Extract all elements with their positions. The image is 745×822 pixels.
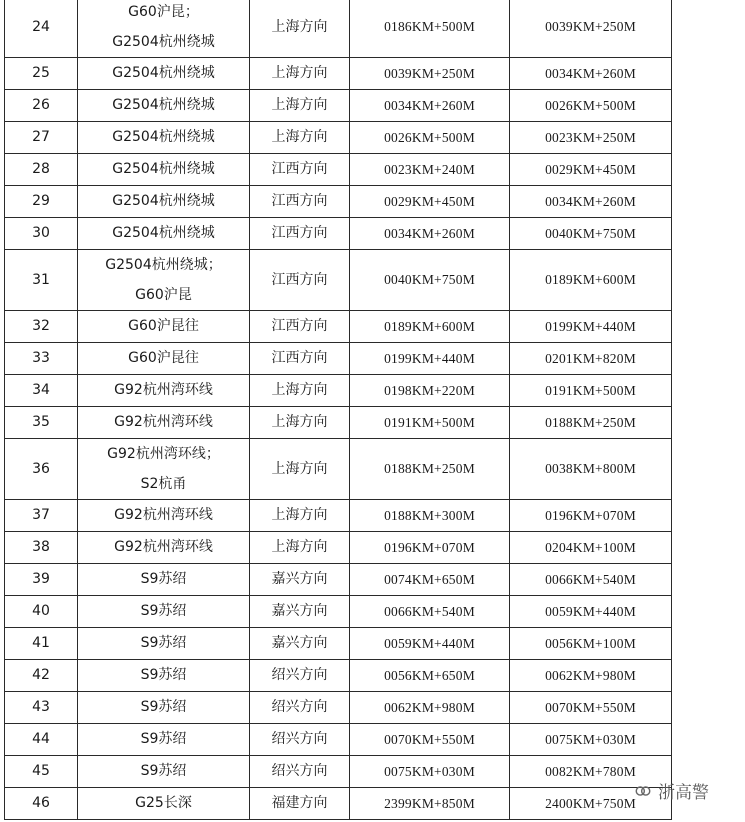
start-stake: 2399KM+850M [350,788,510,820]
road-name [78,311,250,343]
direction: 江西方向 [250,218,350,250]
end-stake: 0082KM+780M [510,756,672,788]
road-name-line: S2杭甬 [140,476,187,492]
direction: 嘉兴方向 [250,596,350,628]
row-number: 43 [5,692,78,724]
road-name-line: G60沪昆； [128,4,199,20]
road-name-line: G2504杭州绕城 [112,65,215,82]
road-name [78,0,250,58]
table-row [5,58,672,90]
direction: 上海方向 [250,0,350,58]
row-number: 29 [5,186,78,218]
start-stake: 0075KM+030M [350,756,510,788]
start-stake: 0188KM+250M [350,439,510,500]
direction: 上海方向 [250,90,350,122]
end-stake: 0075KM+030M [510,724,672,756]
end-stake: 0040KM+750M [510,218,672,250]
row-number: 37 [5,500,78,532]
road-name-line: G60沪昆往 [128,350,199,367]
row-number: 42 [5,660,78,692]
direction: 上海方向 [250,500,350,532]
row-number: 30 [5,218,78,250]
row-number: 36 [5,439,78,500]
road-name-line: G92杭州湾环线 [114,414,213,431]
road-name [78,375,250,407]
road-name-line: S9苏绍 [140,699,187,716]
row-number: 46 [5,788,78,820]
table-row [5,90,672,122]
road-name-line: S9苏绍 [140,763,187,780]
table-row [5,375,672,407]
row-number: 27 [5,122,78,154]
road-name [78,90,250,122]
direction: 嘉兴方向 [250,564,350,596]
start-stake: 0186KM+500M [350,0,510,58]
direction: 绍兴方向 [250,724,350,756]
table-row [5,311,672,343]
row-number: 32 [5,311,78,343]
direction: 江西方向 [250,343,350,375]
road-name-line: G2504杭州绕城 [112,97,215,114]
road-name-line: S9苏绍 [140,571,187,588]
row-number: 34 [5,375,78,407]
road-name [78,343,250,375]
road-name [78,186,250,218]
road-name-line: G25长深 [135,795,192,812]
row-number: 25 [5,58,78,90]
table-row [5,756,672,788]
start-stake: 0189KM+600M [350,311,510,343]
road-name [78,122,250,154]
road-name [78,564,250,596]
start-stake: 0199KM+440M [350,343,510,375]
watermark-text: 浙高警 [658,783,709,803]
end-stake: 0066KM+540M [510,564,672,596]
direction: 上海方向 [250,532,350,564]
end-stake: 0026KM+500M [510,90,672,122]
start-stake: 0074KM+650M [350,564,510,596]
road-name-line: G60沪昆往 [128,318,199,335]
direction: 上海方向 [250,407,350,439]
direction: 嘉兴方向 [250,628,350,660]
road-name-line: G92杭州湾环线 [114,382,213,399]
end-stake: 0196KM+070M [510,500,672,532]
road-name-line: G2504杭州绕城 [112,161,215,178]
road-name [78,628,250,660]
road-name-line: G92杭州湾环线 [114,539,213,556]
start-stake: 0034KM+260M [350,218,510,250]
direction: 上海方向 [250,58,350,90]
road-name-line: S9苏绍 [140,667,187,684]
end-stake: 0034KM+260M [510,58,672,90]
end-stake: 0038KM+800M [510,439,672,500]
table-row [5,564,672,596]
road-name-line: S9苏绍 [140,635,187,652]
direction: 江西方向 [250,311,350,343]
direction: 绍兴方向 [250,660,350,692]
road-name [78,756,250,788]
table-row [5,660,672,692]
start-stake: 0029KM+450M [350,186,510,218]
end-stake: 0189KM+600M [510,250,672,311]
road-name [78,596,250,628]
row-number: 38 [5,532,78,564]
end-stake: 0029KM+450M [510,154,672,186]
watermark [634,778,709,803]
start-stake: 0059KM+440M [350,628,510,660]
direction: 绍兴方向 [250,756,350,788]
road-name-line: G92杭州湾环线 [114,507,213,524]
road-name-line: G2504杭州绕城 [112,225,215,242]
end-stake: 0199KM+440M [510,311,672,343]
direction: 上海方向 [250,375,350,407]
road-name [78,724,250,756]
direction: 绍兴方向 [250,692,350,724]
road-name [78,58,250,90]
end-stake: 0023KM+250M [510,122,672,154]
start-stake: 0026KM+500M [350,122,510,154]
direction: 江西方向 [250,250,350,311]
road-name [78,660,250,692]
table-body [5,0,672,820]
road-name [78,532,250,564]
table-row [5,692,672,724]
end-stake: 0056KM+100M [510,628,672,660]
direction: 江西方向 [250,154,350,186]
road-name [78,407,250,439]
row-number: 45 [5,756,78,788]
table-row [5,439,672,500]
road-name-line: G2504杭州绕城 [112,129,215,146]
start-stake: 0056KM+650M [350,660,510,692]
start-stake: 0039KM+250M [350,58,510,90]
row-number: 41 [5,628,78,660]
table-row [5,532,672,564]
start-stake: 0196KM+070M [350,532,510,564]
table-row [5,628,672,660]
table-row [5,724,672,756]
start-stake: 0034KM+260M [350,90,510,122]
table-row [5,500,672,532]
road-name [78,788,250,820]
direction: 福建方向 [250,788,350,820]
end-stake: 0034KM+260M [510,186,672,218]
end-stake: 0201KM+820M [510,343,672,375]
road-name [78,218,250,250]
table-row [5,218,672,250]
start-stake: 0040KM+750M [350,250,510,311]
start-stake: 0188KM+300M [350,500,510,532]
road-name [78,250,250,311]
end-stake: 0204KM+100M [510,532,672,564]
start-stake: 0198KM+220M [350,375,510,407]
row-number: 24 [5,0,78,58]
table-row [5,186,672,218]
start-stake: 0191KM+500M [350,407,510,439]
start-stake: 0062KM+980M [350,692,510,724]
end-stake: 0059KM+440M [510,596,672,628]
table-row [5,250,672,311]
row-number: 35 [5,407,78,439]
direction: 江西方向 [250,186,350,218]
row-number: 28 [5,154,78,186]
road-name-line: G2504杭州绕城 [112,34,215,50]
table-row [5,343,672,375]
road-name-line: G60沪昆 [135,287,192,303]
road-name-line: S9苏绍 [140,603,187,620]
end-stake: 0062KM+980M [510,660,672,692]
direction: 上海方向 [250,122,350,154]
road-name-line: G2504杭州绕城； [105,257,222,273]
road-section-table [4,0,672,820]
row-number: 33 [5,343,78,375]
row-number: 26 [5,90,78,122]
row-number: 31 [5,250,78,311]
table-row [5,788,672,820]
table-row [5,122,672,154]
table-row [5,154,672,186]
start-stake: 0066KM+540M [350,596,510,628]
table-row [5,407,672,439]
end-stake: 0191KM+500M [510,375,672,407]
road-name-line: G92杭州湾环线； [107,446,220,462]
road-name [78,692,250,724]
road-name [78,500,250,532]
road-name [78,439,250,500]
start-stake: 0023KM+240M [350,154,510,186]
end-stake: 0039KM+250M [510,0,672,58]
direction: 上海方向 [250,439,350,500]
road-name [78,154,250,186]
table-row [5,596,672,628]
end-stake: 0070KM+550M [510,692,672,724]
row-number: 44 [5,724,78,756]
road-name-line: S9苏绍 [140,731,187,748]
row-number: 39 [5,564,78,596]
end-stake: 2400KM+750M [510,788,672,820]
end-stake: 0188KM+250M [510,407,672,439]
road-name-line: G2504杭州绕城 [112,193,215,210]
table-row [5,0,672,58]
start-stake: 0070KM+550M [350,724,510,756]
row-number: 40 [5,596,78,628]
wechat-channel-icon [634,782,652,800]
